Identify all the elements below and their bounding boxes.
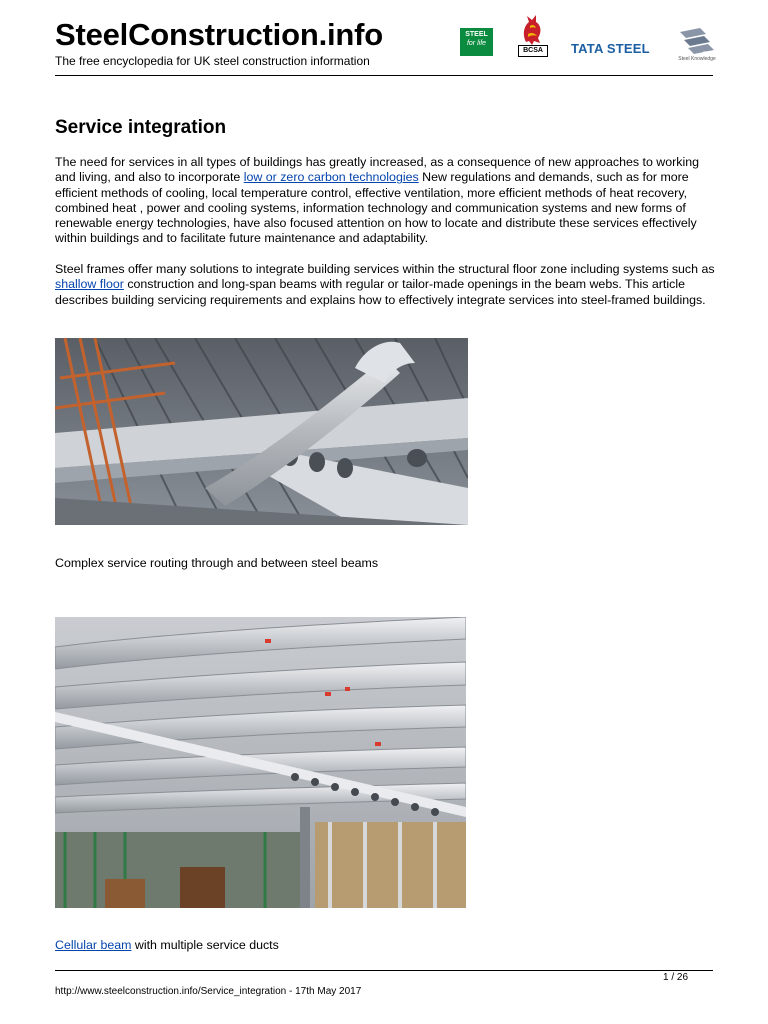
- site-title: SteelConstruction.info: [55, 17, 383, 52]
- figure2-caption-text: with multiple service ducts: [131, 938, 279, 952]
- steel-for-life-line1: STEEL: [465, 31, 488, 38]
- steel-for-life-logo: [460, 28, 493, 56]
- footer-divider: [55, 970, 713, 971]
- bcsa-logo-text: BCSA: [518, 45, 548, 57]
- page-title: Service integration: [55, 117, 227, 138]
- partner-logos: [0, 10, 768, 60]
- low-zero-carbon-link[interactable]: low or zero carbon technologies: [243, 170, 419, 185]
- shallow-floor-link[interactable]: shallow floor: [55, 277, 124, 292]
- steel-frames-text-end: construction and long-span beams with regular or tailor-made openings in the beam webs. This article describes building servicing requirements and explains how to effectively integrate services into steel-framed buildings.: [55, 277, 706, 307]
- site-tagline: The free encyclopedia for UK steel construction information: [55, 54, 370, 68]
- header-divider: [55, 75, 713, 76]
- service-routing-photo: [55, 338, 468, 525]
- steel-frames-paragraph: [55, 262, 715, 308]
- figure2-caption: [55, 938, 279, 953]
- figure1-caption: Complex service routing through and between steel beams: [55, 556, 379, 570]
- steel-for-life-line2: for life: [466, 40, 487, 47]
- tata-steel-logo: TATA STEEL: [571, 41, 650, 56]
- page-number: 1 / 26: [663, 972, 689, 983]
- intro-text-end: New regulations and demands, such as for more efficient methods of cooling, local temperature control, effective ventilation, more efficient methods of heat recovery, combined heat , power and cooling systems, information technology and communication systems and new forms of renewable energy technologies, have also focused attention on how to locate and distribute these services effectively within buildings and to facilitate future maintenance and adaptability.: [55, 170, 697, 246]
- cellular-beam-link[interactable]: Cellular beam: [55, 938, 132, 952]
- sci-logo-text: Steel Knowledge: [678, 56, 716, 62]
- intro-paragraph: [55, 155, 715, 247]
- intro-text-start: The need for services in all types of buildings has greatly increased, as a consequence of new approaches to working and living, and also to incorporate: [55, 155, 699, 185]
- steel-frames-text-start: Steel frames offer many solutions to integrate building services within the structural floor zone including systems such as: [55, 262, 715, 276]
- sci-logo-icon: [676, 26, 718, 56]
- cellular-beam-photo: [55, 617, 466, 908]
- svg-text:SCI: SCI: [703, 51, 712, 56]
- footer-url: http://www.steelconstruction.info/Service_integration - 17th May 2017: [55, 986, 362, 997]
